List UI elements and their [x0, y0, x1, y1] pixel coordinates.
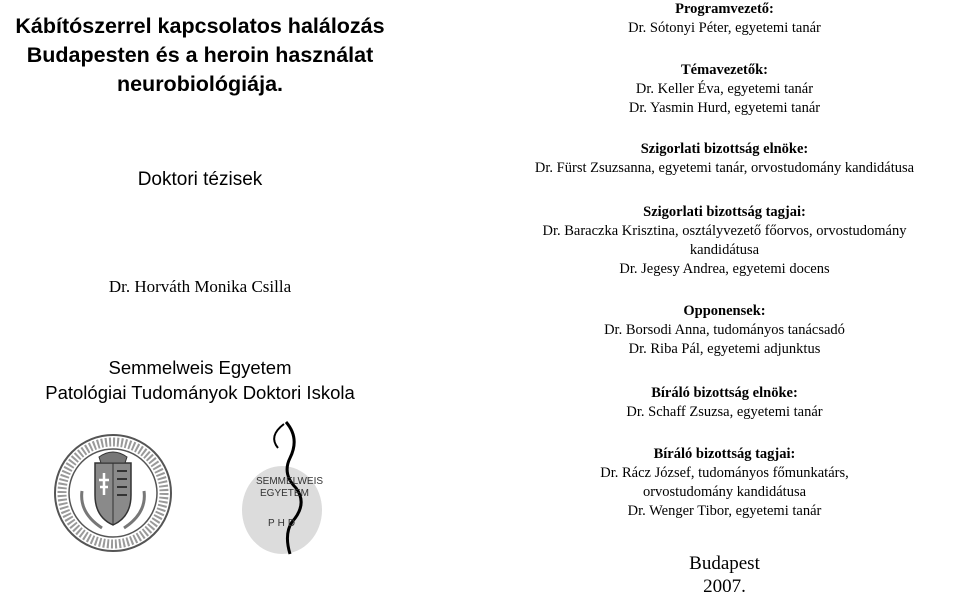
section-heading: Programvezető: — [675, 1, 774, 17]
title-line: neurobiológiája. — [116, 72, 284, 96]
title-line: Kábítószerrel kapcsolatos halálozás — [15, 14, 385, 38]
university-seal-icon — [52, 433, 174, 553]
person-line: Dr. Fürst Zsuzsanna, egyetemi tanár, orvostudomány kandidátusa — [534, 160, 915, 176]
person-line: kandidátusa — [689, 242, 760, 258]
person-line: Dr. Wenger Tibor, egyetemi tanár — [627, 503, 822, 519]
person-line: Dr. Baraczka Krisztina, osztályvezető főorvos, orvostudomány — [542, 223, 907, 239]
person-line: Dr. Sótonyi Péter, egyetemi tanár — [628, 20, 821, 36]
logo-text-line: EGYETEM — [260, 488, 309, 499]
section-heading: Opponensek: — [683, 303, 766, 319]
person-line: Dr. Yasmin Hurd, egyetemi tanár — [628, 100, 821, 116]
section-heading: Szigorlati bizottság elnöke: — [640, 141, 809, 157]
supervisors-section — [490, 61, 959, 118]
logo-text-line: SEMMELWEIS — [256, 476, 324, 487]
section-heading: Szigorlati bizottság tagjai: — [643, 204, 806, 220]
left-column — [0, 0, 400, 597]
institution — [0, 355, 400, 405]
opponents-section — [490, 302, 959, 359]
person-line: Dr. Schaff Zsuzsa, egyetemi tanár — [626, 404, 823, 420]
title-line: Budapesten és a heroin használat — [26, 43, 374, 67]
person-line: Dr. Keller Éva, egyetemi tanár — [635, 81, 814, 97]
person-line: Dr. Borsodi Anna, tudományos tanácsadó — [604, 322, 845, 338]
section-heading: Bíráló bizottság elnöke: — [651, 385, 798, 401]
exam-members-section — [490, 203, 959, 279]
review-members-section — [490, 445, 959, 521]
place-and-date — [490, 552, 959, 598]
thesis-title — [0, 12, 400, 99]
year: 2007. — [703, 576, 746, 597]
institution-line: Patológiai Tudományok Doktori Iskola — [45, 382, 355, 403]
person-line: Dr. Riba Pál, egyetemi adjunktus — [628, 341, 821, 357]
review-chair-section — [490, 384, 959, 422]
person-line: Dr. Rácz József, tudományos főmunkatárs, — [600, 465, 849, 481]
program-director-section — [490, 0, 959, 38]
document-type: Doktori tézisek — [137, 169, 263, 190]
author-name: Dr. Horváth Monika Csilla — [108, 277, 292, 296]
person-line: orvostudomány kandidátusa — [642, 484, 807, 500]
exam-chair-section — [490, 140, 959, 178]
city: Budapest — [689, 553, 760, 574]
logo-text-line: PHD — [268, 518, 299, 529]
section-heading: Témavezetők: — [681, 62, 768, 78]
person-line: Dr. Jegesy Andrea, egyetemi docens — [619, 261, 830, 277]
section-heading: Bíráló bizottság tagjai: — [653, 446, 796, 462]
institution-line: Semmelweis Egyetem — [108, 357, 292, 378]
phd-school-logo-icon — [238, 418, 346, 558]
